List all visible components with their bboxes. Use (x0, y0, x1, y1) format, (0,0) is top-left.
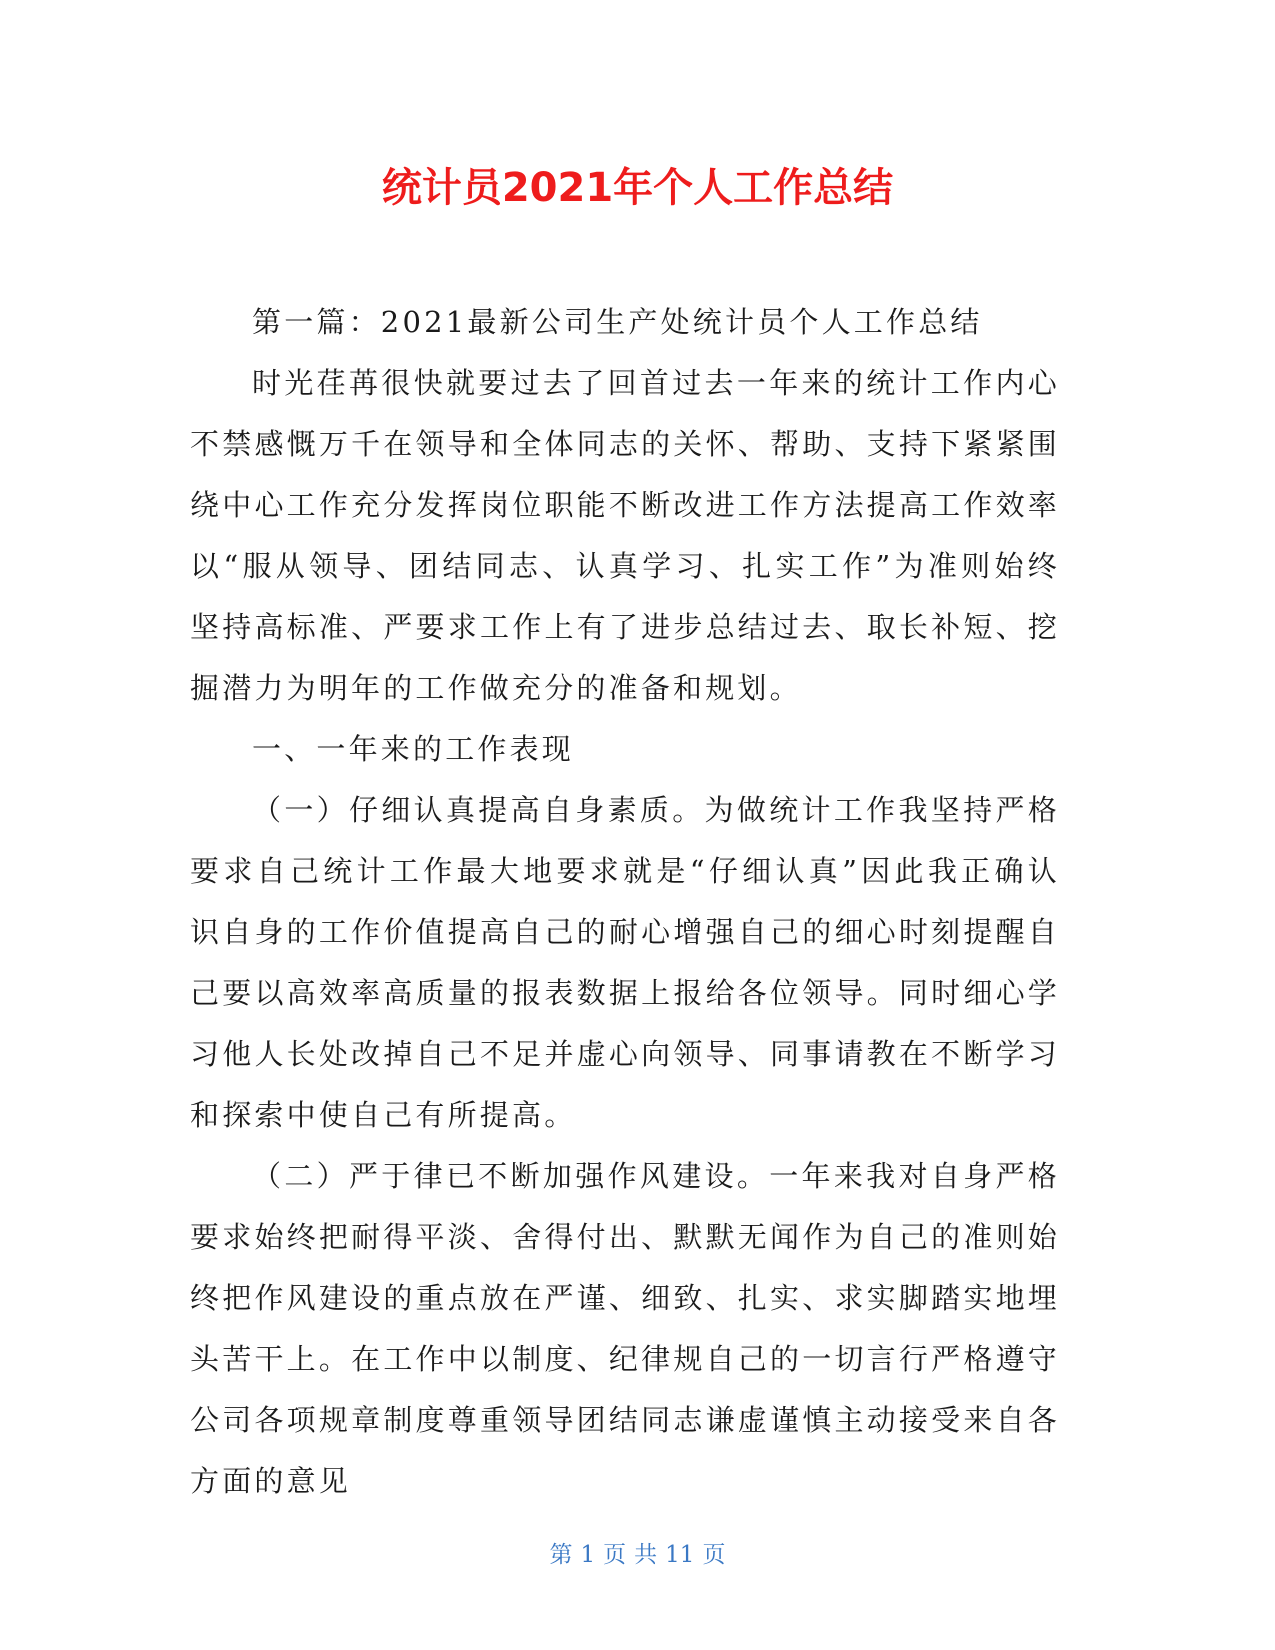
total-pages: 11 (665, 1542, 695, 1568)
section-heading-work-performance: 一、一年来的工作表现 (252, 732, 575, 766)
total-suffix: 页 (702, 1542, 726, 1568)
page-label-prefix: 第 (549, 1542, 573, 1568)
page-label-mid: 页 (603, 1542, 627, 1568)
body-paragraph-item-one: （一）仔细认真提高自身素质。为做统计工作我坚持严格要求自己统计工作最大地要求就是“仔细认真”因此我正确认识自身的工作价值提高自己的耐心增强自己的细心时刻提醒自己要以高效率高质量的报表数据上报给各位领导。同时细心学习他人长处改掉自己不足并虚心向领导、同事请教在不断学习和探索中使自己有所提高。 (190, 793, 1060, 1132)
document-title: 统计员2021年个人工作总结 (381, 165, 894, 211)
page-footer (0, 1539, 1275, 1571)
body-paragraph-intro: 时光荏苒很快就要过去了回首过去一年来的统计工作内心不禁感慨万千在领导和全体同志的关怀、帮助、支持下紧紧围绕中心工作充分发挥岗位职能不断改进工作方法提高工作效率以“服从领导、团结同志、认真学习、扎实工作”为准则始终坚持高标准、严要求工作上有了进步总结过去、取长补短、挖掘潜力为明年的工作做充分的准备和规划。 (190, 366, 1060, 705)
body-paragraph-item-two: （二）严于律已不断加强作风建设。一年来我对自身严格要求始终把耐得平淡、舍得付出、默默无闻作为自己的准则始终把作风建设的重点放在严谨、细致、扎实、求实脚踏实地埋头苦干上。在工作中以制度、纪律规自己的一切言行严格遵守公司各项规章制度尊重领导团结同志谦虚谨慎主动接受来自各方面的意见 (190, 1159, 1060, 1498)
page-number: 1 (580, 1542, 596, 1568)
section-heading-first-part: 第一篇：2021最新公司生产处统计员个人工作总结 (252, 305, 983, 339)
document-body (190, 292, 1060, 1512)
total-prefix: 共 (634, 1542, 658, 1568)
